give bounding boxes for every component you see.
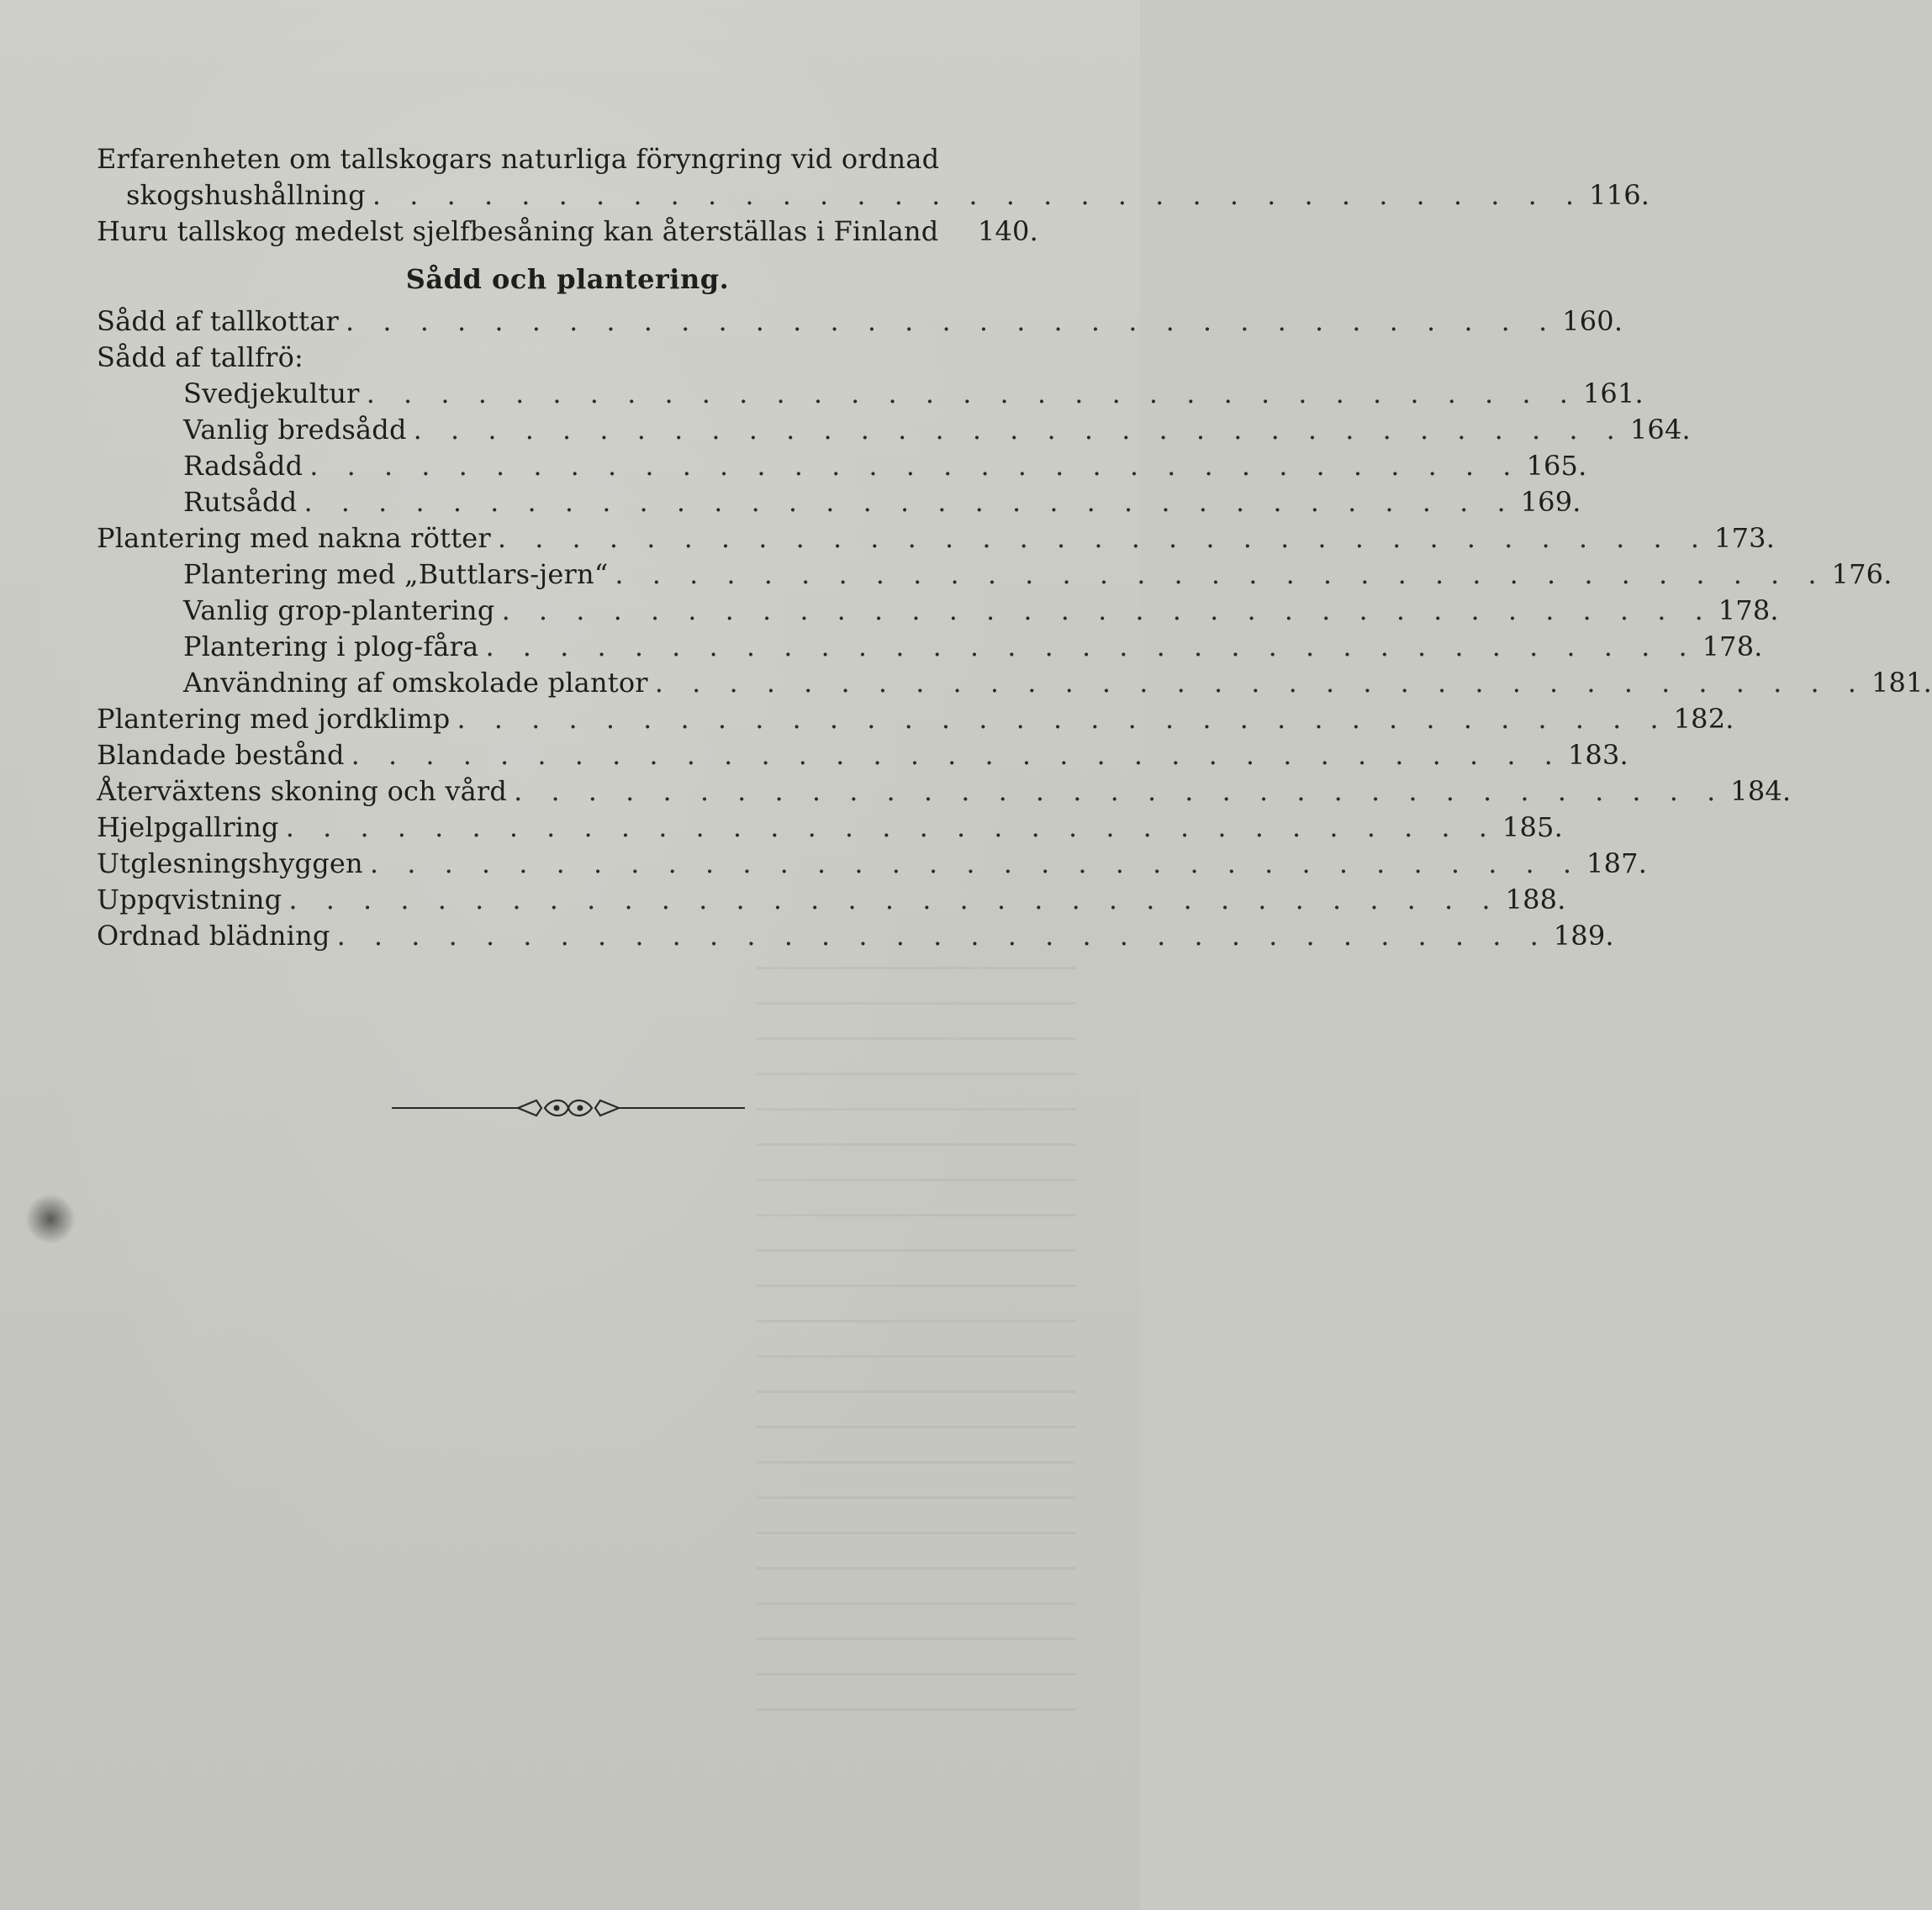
toc-page-number: 185. [1502,811,1563,843]
toc-leader-dots: . . . . . . . . . . . . . . . . . . . . . . . . . . . . . . . . . [288,884,1501,915]
toc-entry [97,412,1691,448]
toc-page-number: 165. [1526,450,1587,482]
toc-leader-dots: . . . . . . . . . . . . . . . . . . . . . . . . . . . . . . . . . [285,811,1497,843]
toc-entry-label: Vanlig grop-plantering [183,594,495,626]
toc-leader-dots: . . . . . . . . . . . . . . . . . . . . . . . . . . . . . . . . . [346,305,1558,337]
toc-page-number: 182. [1673,703,1734,735]
toc-entry [97,520,1776,557]
toc-leader-dots: . . . . . . . . . . . . . . . . . . . . . . . . . . . . . . . . . [366,377,1578,409]
toc-entry [97,773,1792,810]
toc-leader-dots: . . . . . . . . . . . . . . . . . . . . . . . . . . . . . . . . . [336,920,1549,952]
toc-leader-dots: . . . . . . . . . . . . . . . . . . . . . . . . . . . . . . . . . [304,486,1516,518]
toc-page-number: 164. [1629,414,1691,446]
toc-entry [97,141,1038,177]
toc-entry [97,557,1892,593]
toc-leader-dots: . . . . . . . . . . . . . . . . . . . . . . . . . . . . . . . . . [413,414,1625,446]
toc-leader-dots: . . . . . . . . . . . . . . . . . . . . . . . . . . . . . . . . . [369,847,1582,879]
toc-entry-label: Rutsådd [183,486,298,518]
toc-entry-label: Svedjekultur [183,377,360,409]
table-of-contents [97,141,1932,954]
toc-leader-dots: . . . . . . . . . . . . . . . . . . . . . . . . . . . . . . . . . [457,703,1669,735]
toc-entry [97,918,1614,954]
toc-entry-label: skogshushållning [126,179,366,211]
toc-page-number: 189. [1553,920,1614,952]
toc-entry [97,882,1566,918]
toc-leader-dots: . . . . . . . . . . . . . . . . . . . . . . . . . . . . . . . . . [514,775,1726,807]
toc-entry [97,665,1932,701]
toc-entry [97,629,1763,665]
toc-leader-dots: . . . . . . . . . . . . . . . . . . . . . . . . . . . . . . . . . [615,558,1827,590]
toc-page-number: 169. [1520,486,1581,518]
toc-entry [97,448,1587,484]
toc-entry [97,737,1628,773]
toc-page-number: 176. [1831,558,1892,590]
toc-page-number: 173. [1714,522,1776,554]
toc-page-number: 160. [1562,305,1623,337]
toc-page-number: 161. [1582,377,1644,409]
toc-entry [97,593,1779,629]
toc-page-number: 181. [1871,667,1932,699]
toc-entry [97,376,1644,412]
toc-entry-label: Plantering med nakna rötter [97,522,491,554]
toc-entry-label: Plantering med jordklimp [97,703,451,735]
section-heading: Sådd och plantering. [405,263,730,295]
toc-entry [97,214,1038,250]
toc-entry-label: Plantering i plog-fåra [183,631,479,662]
toc-page-number: 140. [977,215,1038,247]
toc-page-number: 183. [1567,739,1628,771]
toc-entry-label: Ordnad blädning [97,920,330,952]
toc-page-number: 184. [1730,775,1792,807]
toc-entry [97,846,1648,882]
toc-leader-dots: . . . . . . . . . . . . . . . . . . . . . . . . . . . . . . . . . [497,522,1710,554]
toc-leader-dots: . . . . . . . . . . . . . . . . . . . . . . . . . . . . . . . . . [309,450,1522,482]
toc-entry-label: Huru tallskog medelst sjelfbesåning kan återställas i Finland [97,215,939,247]
toc-entry-label: Vanlig bredsådd [183,414,407,446]
toc-page-number: 116. [1589,179,1650,211]
bleed-through-texture [757,967,1076,1723]
toc-entry-label: Utglesningshyggen [97,847,363,879]
toc-entry [97,177,1650,214]
toc-leader-dots: . . . . . . . . . . . . . . . . . . . . . . . . . . . . . . . . . [372,179,1585,211]
toc-entry-label: Användning af omskolade plantor [183,667,648,699]
toc-entry-label: Uppqvistning [97,884,282,915]
toc-entry-label: Erfarenheten om tallskogars naturliga föryngring vid ordnad [97,143,940,175]
toc-leader-dots: . . . . . . . . . . . . . . . . . . . . . . . . . . . . . . . . . [654,667,1866,699]
toc-entry-label: Sådd af tallkottar [97,305,339,337]
toc-entry [97,701,1734,737]
ink-smudge [25,1194,76,1244]
toc-entry-label: Sådd af tallfrö: [97,341,304,373]
toc-entry [97,484,1581,520]
toc-entry-label: Hjelpgallring [97,811,279,843]
decorative-rule-icon [392,1093,745,1123]
toc-entry [97,340,1038,376]
toc-entry [97,810,1563,846]
toc-page-number: 187. [1586,847,1648,879]
toc-entry-label: Återväxtens skoning och vård [97,775,508,807]
toc-leader-dots: . . . . . . . . . . . . . . . . . . . . . . . . . . . . . . . . . [501,594,1713,626]
toc-page-number: 178. [1718,594,1779,626]
toc-leader-dots: . . . . . . . . . . . . . . . . . . . . . . . . . . . . . . . . . [351,739,1563,771]
toc-entry-label: Radsådd [183,450,304,482]
toc-entry-label: Plantering med „Buttlars-jern“ [183,558,609,590]
toc-page-number: 188. [1505,884,1566,915]
toc-page-number: 178. [1702,631,1763,662]
toc-entry-label: Blandade bestånd [97,739,345,771]
toc-leader-dots: . . . . . . . . . . . . . . . . . . . . . . . . . . . . . . . . . [485,631,1697,662]
toc-entry [97,303,1623,340]
